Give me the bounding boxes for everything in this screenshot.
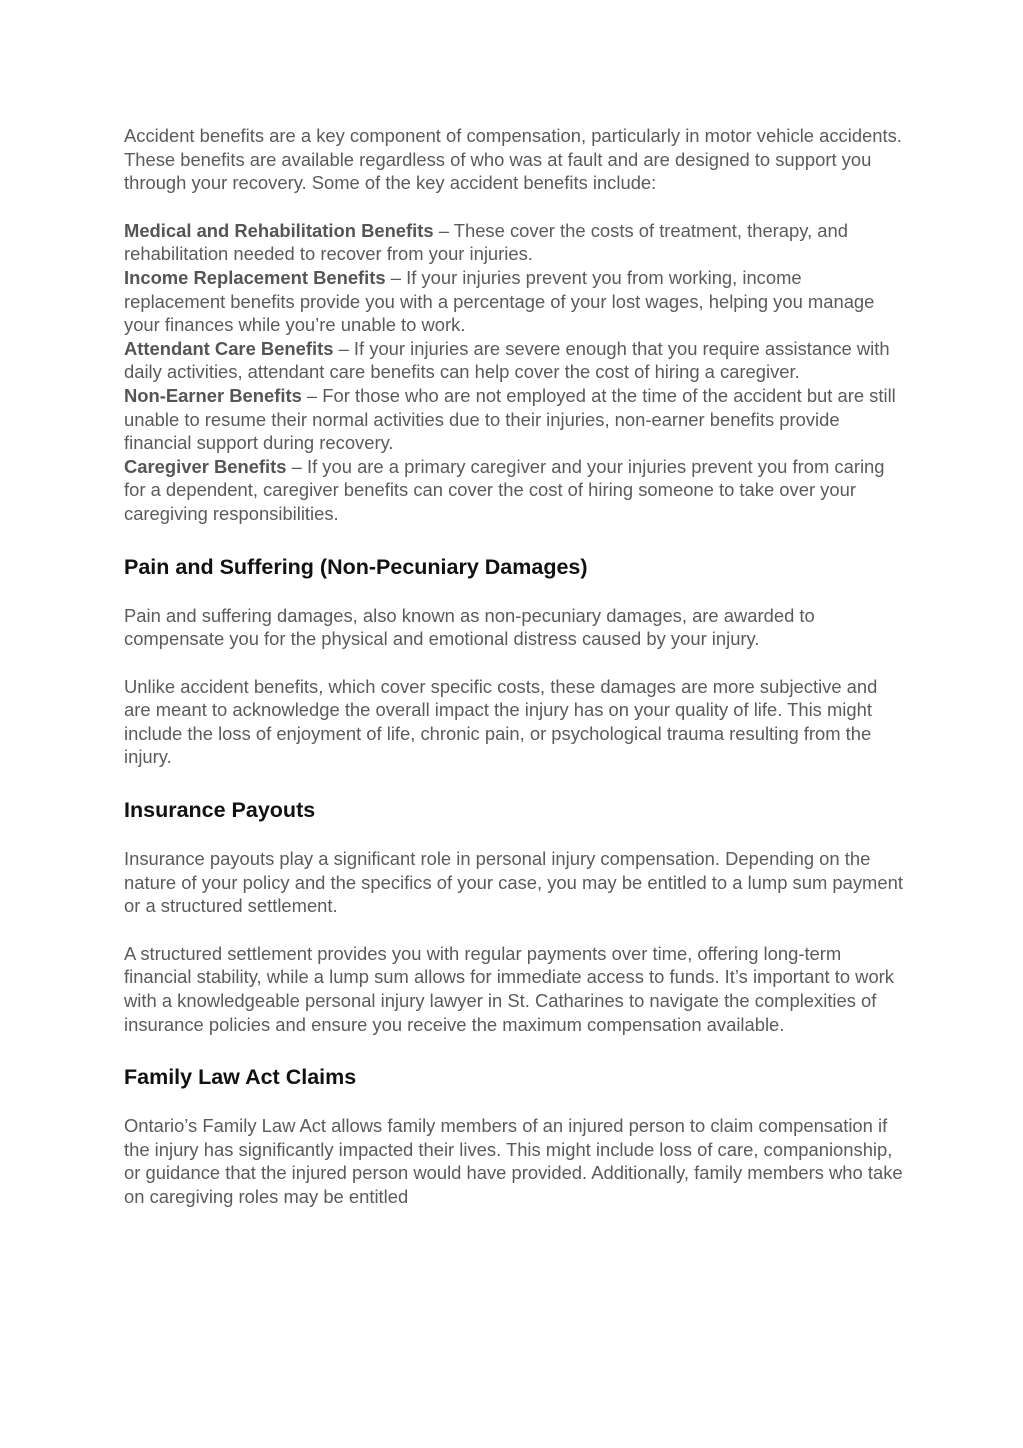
benefit-title: Non-Earner Benefits [124,384,302,406]
section-paragraph: Unlike accident benefits, which cover specific costs, these damages are more subjective and are meant to acknowledge the overall impact the injury has on your quality of life. This might include the loss of enjoyment of life, chronic pain, or psychological trauma resulting from the injury. [124,675,878,768]
section-paragraph: A structured settlement provides you with regular payments over time, offering long-term financial stability, while a lump sum allows for immediate access to funds. It’s important to work with a knowledgeable personal injury lawyer in St. Catharines to navigate the complexities of insurance policies and ensure you receive the maximum compensation available. [124,942,894,1035]
benefit-title: Attendant Care Benefits [124,337,334,359]
section-paragraph: Pain and suffering damages, also known as non-pecuniary damages, are awarded to compensate you for the physical and emotional distress caused by your injury. [124,604,815,650]
benefit-title: Caregiver Benefits [124,455,287,477]
benefit-item-medical [124,219,904,266]
benefit-text: – If your injuries prevent you from working, income replacement benefits provide you with a percentage of your lost wages, helping you manage your finances while you’re unable to work. [124,266,875,336]
section-paragraph: Insurance payouts play a significant role in personal injury compensation. Depending on the nature of your policy and the specifics of your case, you may be entitled to a lump sum payment or a structured settlement. [124,848,903,917]
benefit-item-attendant [124,337,904,384]
benefit-text: – If your injuries are severe enough that you require assistance with daily activities, attendant care benefits can help cover the cost of hiring a caregiver. [124,337,890,383]
section-heading-family-law-act: Family Law Act Claims [124,1065,357,1090]
benefit-item-income [124,266,904,337]
benefit-title: Income Replacement Benefits [124,266,386,288]
section-heading-pain-suffering: Pain and Suffering (Non-Pecuniary Damages) [124,554,588,579]
document-page [124,124,904,1209]
benefit-text: – If you are a primary caregiver and your injuries prevent you from caring for a dependent, caregiver benefits can cover the cost of hiring someone to take over your caregiving responsibilities. [124,455,885,524]
benefit-item-non-earner [124,384,904,455]
benefit-text: – For those who are not employed at the time of the accident but are still unable to resume their normal activities due to their injuries, non-earner benefits provide financial support during recovery. [124,384,896,454]
intro-paragraph: Accident benefits are a key component of compensation, particularly in motor vehicle accidents. These benefits are available regardless of who was at fault and are designed to support you through your recovery. Some of the key accident benefits include: [124,125,902,194]
benefit-item-caregiver [124,455,904,526]
benefit-text: – These cover the costs of treatment, therapy, and rehabilitation needed to recover from your injuries. [124,219,848,265]
benefits-list [124,219,904,526]
benefit-title: Medical and Rehabilitation Benefits [124,219,434,241]
section-paragraph: Ontario’s Family Law Act allows family members of an injured person to claim compensation if the injury has significantly impacted their lives. This might include loss of care, companionship, or guidance that the injured person would have provided. Additionally, family members who take on caregiving roles may be entitled [124,1115,903,1207]
section-heading-insurance-payouts: Insurance Payouts [124,798,316,823]
